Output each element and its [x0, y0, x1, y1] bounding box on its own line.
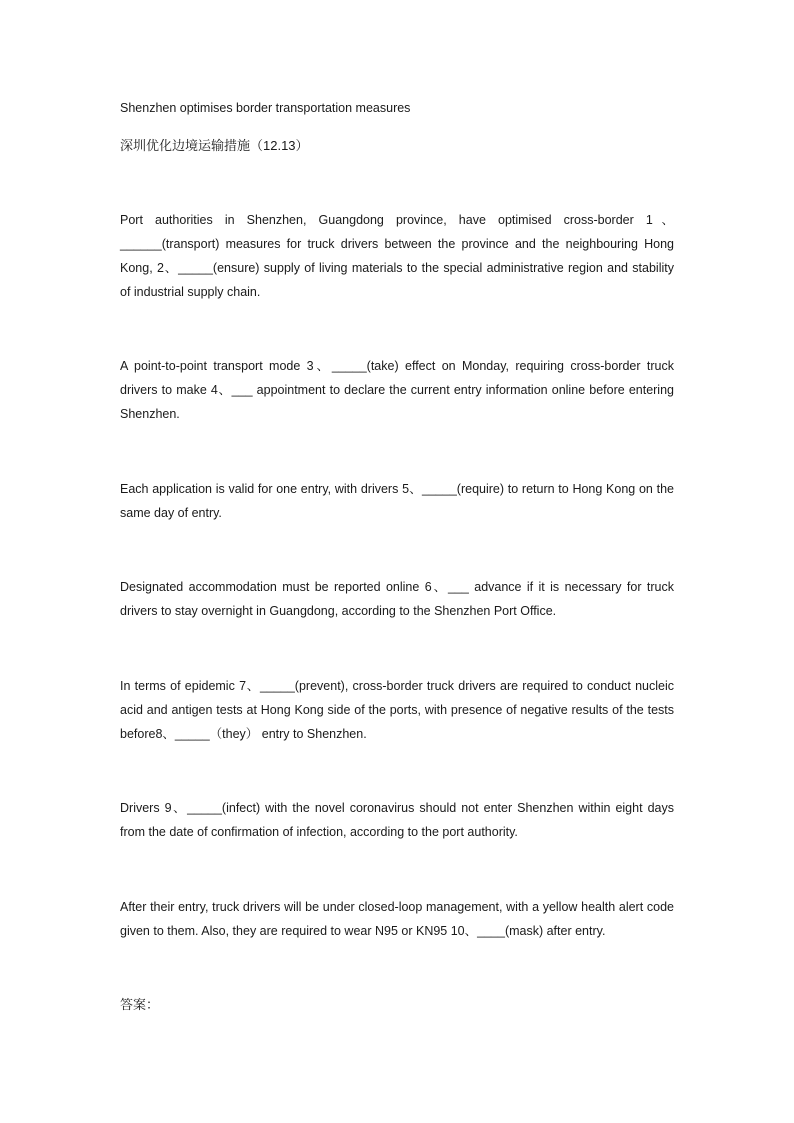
paragraph-5: In terms of epidemic 7、_____(prevent), cross-border truck drivers are required to conduct nucleic acid and antigen tests at Hong Kong side of the ports, with presence of negative results of the tests before8、_____（they） entry to Shenzhen. [120, 679, 674, 741]
title-english: Shenzhen optimises border transportation measures [120, 101, 411, 115]
paragraph-3: Each application is valid for one entry, with drivers 5、_____(require) to return to Hong Kong on the same day of entry. [120, 482, 674, 520]
paragraph-1: Port authorities in Shenzhen, Guangdong province, have optimised cross-border 1、______(transport) measures for truck drivers between the province and the neighbouring Hong Kong, 2、_____(ensure) supply of living materials to the special administrative region and stability of industrial supply chain. [120, 213, 674, 299]
answer-label: 答案： [120, 997, 160, 1012]
paragraph-4: Designated accommodation must be reported online 6、___ advance if it is necessary for truck drivers to stay overnight in Guangdong, according to the Shenzhen Port Office. [120, 580, 674, 618]
paragraph-7: After their entry, truck drivers will be under closed-loop management, with a yellow health alert code given to them. Also, they are required to wear N95 or KN95 10、____(mask) after entry. [120, 900, 674, 938]
paragraph-6: Drivers 9、_____(infect) with the novel coronavirus should not enter Shenzhen within eight days from the date of confirmation of infection, according to the port authority. [120, 801, 674, 839]
title-chinese: 深圳优化边境运输措施（12.13） [120, 138, 309, 153]
paragraph-2: A point-to-point transport mode 3、_____(take) effect on Monday, requiring cross-border truck drivers to make 4、___ appointment to declare the current entry information online before entering Shenzhen. [120, 359, 674, 421]
